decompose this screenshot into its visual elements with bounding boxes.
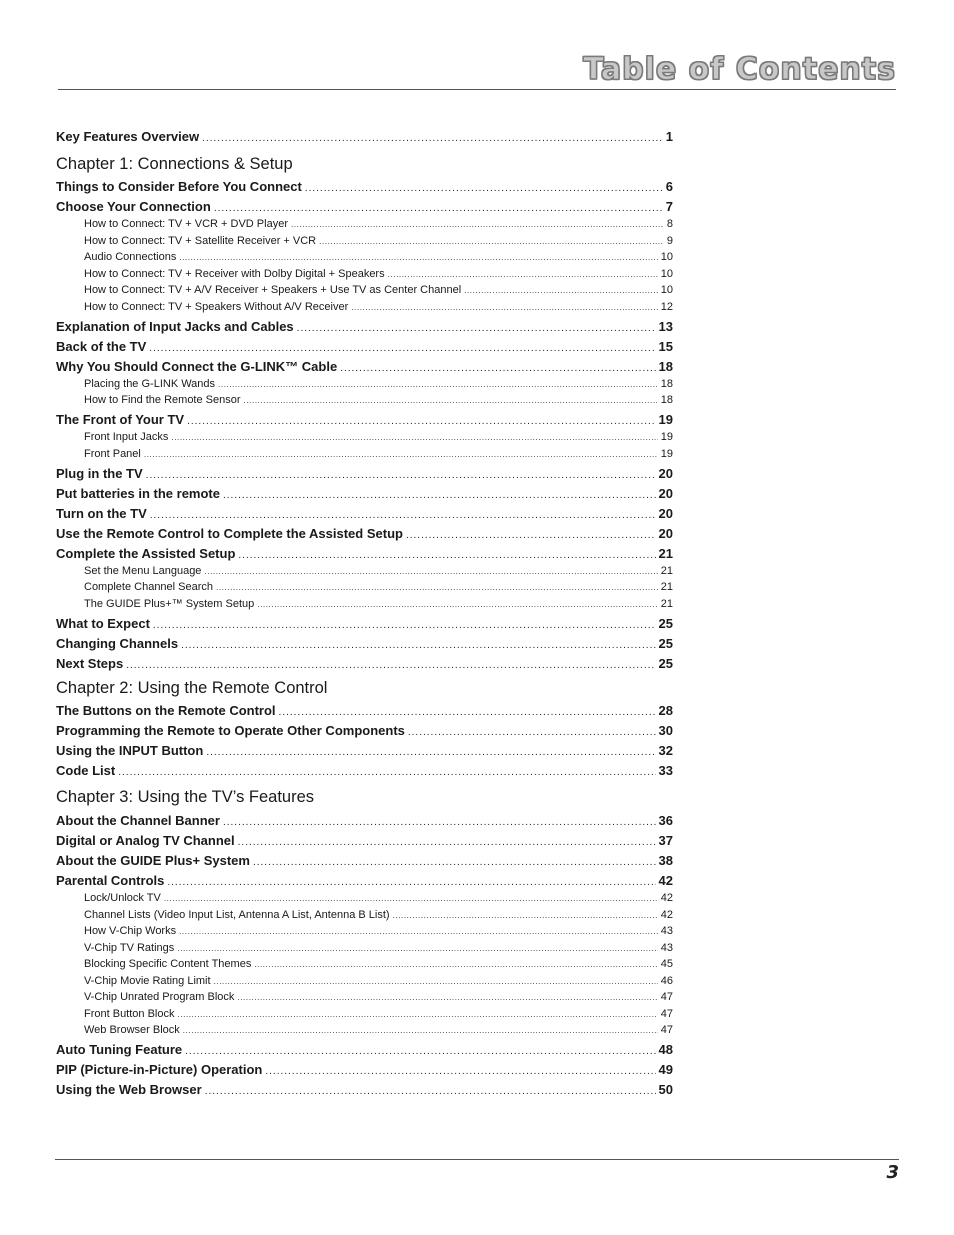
dot-leader xyxy=(393,911,658,920)
toc-entry[interactable] xyxy=(56,636,673,651)
dot-leader xyxy=(205,1086,656,1097)
toc-entry-label: Parental Controls xyxy=(56,873,165,888)
toc-entry[interactable] xyxy=(56,763,673,778)
dot-leader xyxy=(388,270,658,279)
toc-entry[interactable] xyxy=(56,1042,673,1057)
dot-leader xyxy=(218,380,658,389)
toc-entry-page: 19 xyxy=(658,412,673,427)
toc-entry-page: 30 xyxy=(658,723,673,738)
toc-entry-label: V-Chip Movie Rating Limit xyxy=(84,974,211,987)
toc-entry-label: How to Connect: TV + A/V Receiver + Speakers + Use TV as Center Channel xyxy=(84,284,462,296)
dot-leader xyxy=(126,660,655,671)
toc-entry-page: 45 xyxy=(660,958,673,970)
toc-entry[interactable] xyxy=(84,448,673,460)
toc-entry-label: About the GUIDE Plus+ System xyxy=(56,853,250,868)
toc-entry-label: How to Connect: TV + Satellite Receiver + VCR xyxy=(84,234,317,247)
toc-entry-label: Use the Remote Control to Complete the Assisted Setup xyxy=(56,525,403,541)
toc-entry-page: 43 xyxy=(660,925,673,937)
dot-leader xyxy=(118,767,655,778)
toc-entry-label: Web Browser Block xyxy=(84,1024,180,1036)
dot-leader xyxy=(144,450,658,459)
dot-leader xyxy=(305,183,663,194)
toc-entry-page: 13 xyxy=(658,318,673,334)
toc-entry-label: How V-Chip Works xyxy=(84,925,177,937)
toc-entry-page: 42 xyxy=(660,892,673,904)
dot-leader xyxy=(167,877,655,888)
toc-entry-label: Channel Lists (Video Input List, Antenna A List, Antenna B List) xyxy=(84,908,390,921)
toc-entry-label: V-Chip TV Ratings xyxy=(84,941,175,954)
dot-leader xyxy=(177,944,657,953)
toc-entry-label: About the Channel Banner xyxy=(56,813,220,828)
toc-entry-page: 46 xyxy=(660,974,673,987)
toc-entry-label: The GUIDE Plus+™ System Setup xyxy=(84,597,255,610)
dot-leader xyxy=(204,567,657,576)
toc-entry[interactable] xyxy=(84,598,673,610)
toc-entry-page: 21 xyxy=(660,581,673,593)
chapter-2-heading: Chapter 2: Using the Remote Control xyxy=(56,679,328,697)
toc-entry-page: 20 xyxy=(658,525,673,541)
toc-entry[interactable] xyxy=(56,743,673,758)
toc-entry-label: Set the Menu Language xyxy=(84,564,202,577)
dot-leader xyxy=(340,363,655,374)
dot-leader xyxy=(150,510,656,521)
dot-leader xyxy=(223,490,656,501)
toc-entry-page: 49 xyxy=(658,1062,673,1077)
toc-entry-page: 18 xyxy=(658,358,673,374)
toc-entry-label: Front Panel xyxy=(84,447,141,460)
toc-entry-label: V-Chip Unrated Program Block xyxy=(84,991,235,1003)
toc-entry-label: Using the Web Browser xyxy=(56,1082,202,1097)
toc-entry[interactable] xyxy=(56,703,673,718)
dot-leader xyxy=(216,583,658,592)
toc-entry-label: PIP (Picture-in-Picture) Operation xyxy=(56,1062,263,1077)
toc-entry-page: 19 xyxy=(660,431,673,443)
toc-entry-page: 36 xyxy=(658,813,673,828)
toc-entry-page: 21 xyxy=(658,545,673,561)
toc-entry-page: 15 xyxy=(658,338,673,354)
toc-entry-page: 8 xyxy=(666,218,673,230)
dot-leader xyxy=(265,1066,655,1077)
dot-leader xyxy=(464,286,658,295)
toc-entry[interactable] xyxy=(56,656,673,671)
toc-entry-label: Plug in the TV xyxy=(56,465,143,481)
toc-entry-page: 10 xyxy=(660,251,673,263)
toc-entry[interactable] xyxy=(56,833,673,848)
toc-entry-label: Next Steps xyxy=(56,655,124,671)
header-rule xyxy=(58,89,896,90)
dot-leader xyxy=(185,1046,655,1057)
dot-leader xyxy=(178,1010,658,1019)
toc-entry[interactable] xyxy=(84,565,673,577)
toc-entry-label: Blocking Specific Content Themes xyxy=(84,958,252,970)
toc-entry[interactable] xyxy=(56,339,673,354)
toc-entry[interactable] xyxy=(84,925,673,937)
page-title: Table of Contents xyxy=(583,52,896,87)
toc-entry-label: Turn on the TV xyxy=(56,505,147,521)
toc-entry-page: 37 xyxy=(658,833,673,848)
toc-entry[interactable] xyxy=(56,853,673,868)
toc-entry[interactable] xyxy=(56,179,673,194)
toc-entry[interactable] xyxy=(56,616,673,631)
dot-leader xyxy=(257,600,657,609)
toc-entry[interactable] xyxy=(84,251,673,263)
toc-entry-page: 47 xyxy=(660,1007,673,1020)
dot-leader xyxy=(179,253,657,262)
toc-entry-label: Changing Channels xyxy=(56,635,179,651)
toc-entry-label: The Front of Your TV xyxy=(56,412,185,427)
footer-rule xyxy=(55,1159,899,1160)
toc-entry-label: How to Connect: TV + VCR + DVD Player xyxy=(84,218,288,230)
dot-leader xyxy=(149,343,655,354)
toc-entry-page: 42 xyxy=(660,908,673,921)
toc-entry[interactable] xyxy=(56,813,673,828)
toc-entry[interactable] xyxy=(84,218,673,230)
toc-entry-page: 28 xyxy=(658,703,673,718)
toc-entry[interactable] xyxy=(84,284,673,296)
dot-leader xyxy=(254,960,657,969)
toc-entry-label: How to Connect: TV + Receiver with Dolby Digital + Speakers xyxy=(84,267,385,280)
toc-entry-label: Digital or Analog TV Channel xyxy=(56,833,235,848)
toc-entry[interactable] xyxy=(56,486,673,501)
toc-entry-page: 33 xyxy=(658,763,673,778)
toc-entry-label: Using the INPUT Button xyxy=(56,743,204,758)
dot-leader xyxy=(237,993,657,1002)
toc-entry-label: Code List xyxy=(56,763,116,778)
toc-entry-page: 18 xyxy=(660,377,673,390)
toc-entry-label: Programming the Remote to Operate Other Components xyxy=(56,723,405,738)
dot-leader xyxy=(223,817,656,828)
dot-leader xyxy=(253,857,656,868)
toc-entry[interactable] xyxy=(56,1062,673,1077)
toc-entry[interactable] xyxy=(84,378,673,390)
toc-entry[interactable] xyxy=(56,199,673,214)
toc-entry-page: 10 xyxy=(660,284,673,296)
toc-entry[interactable] xyxy=(56,412,673,427)
toc-entry-label: Auto Tuning Feature xyxy=(56,1042,183,1057)
toc-entry-label: Lock/Unlock TV xyxy=(84,892,161,904)
toc-entry-key-features[interactable] xyxy=(56,129,673,144)
toc-entry-label: Placing the G-LINK Wands xyxy=(84,377,216,390)
chapter-1-heading: Chapter 1: Connections & Setup xyxy=(56,155,293,173)
dot-leader xyxy=(146,470,656,481)
toc-entry-page: 32 xyxy=(658,743,673,758)
toc-entry-label: Explanation of Input Jacks and Cables xyxy=(56,318,294,334)
toc-entry-label: Complete the Assisted Setup xyxy=(56,545,236,561)
toc-entry[interactable] xyxy=(56,723,673,738)
toc-entry-label: Why You Should Connect the G-LINK™ Cable xyxy=(56,358,338,374)
toc-entry[interactable] xyxy=(84,1008,673,1020)
toc-entry-page: 10 xyxy=(660,267,673,280)
dot-leader xyxy=(408,727,656,738)
toc-entry-page: 42 xyxy=(658,873,673,888)
dot-leader xyxy=(406,530,656,541)
toc-entry-page: 50 xyxy=(658,1082,673,1097)
toc-entry-label: Front Button Block xyxy=(84,1007,175,1020)
toc-entry[interactable] xyxy=(56,466,673,481)
toc-entry-label: Audio Connections xyxy=(84,251,177,263)
toc-entry[interactable] xyxy=(84,431,673,443)
toc-entry[interactable] xyxy=(56,546,673,561)
toc-entry-label: Complete Channel Search xyxy=(84,581,214,593)
toc-entry[interactable] xyxy=(84,1024,673,1036)
toc-entry-page: 38 xyxy=(658,853,673,868)
dot-leader xyxy=(153,620,656,631)
toc-entry-page: 9 xyxy=(666,234,673,247)
toc-entry-page: 20 xyxy=(658,485,673,501)
toc-entry-page: 25 xyxy=(658,655,673,671)
toc-entry-label: Choose Your Connection xyxy=(56,199,211,214)
toc-entry-page: 6 xyxy=(665,179,673,194)
toc-entry-page: 21 xyxy=(660,564,673,577)
dot-leader xyxy=(351,303,658,312)
dot-leader xyxy=(244,396,658,405)
toc-entry-label: Key Features Overview xyxy=(56,129,200,144)
toc-entry-page: 20 xyxy=(658,465,673,481)
page-number: 3 xyxy=(886,1162,899,1183)
toc-entry[interactable] xyxy=(56,359,673,374)
toc-entry[interactable] xyxy=(56,506,673,521)
toc-entry-label: How to Connect: TV + Speakers Without A/V Receiver xyxy=(84,300,349,313)
toc-entry[interactable] xyxy=(56,526,673,541)
toc-entry-page: 25 xyxy=(658,635,673,651)
toc-entry-page: 18 xyxy=(660,394,673,406)
dot-leader xyxy=(206,747,655,758)
toc-entry-label: Things to Consider Before You Connect xyxy=(56,179,302,194)
toc-entry[interactable] xyxy=(84,975,673,987)
toc-entry[interactable] xyxy=(84,991,673,1003)
chapter-3-heading: Chapter 3: Using the TV’s Features xyxy=(56,788,315,806)
toc-entry-label: Front Input Jacks xyxy=(84,431,169,443)
toc-entry-page: 20 xyxy=(658,505,673,521)
toc-entry[interactable] xyxy=(84,268,673,280)
dot-leader xyxy=(238,550,655,561)
toc-entry[interactable] xyxy=(56,1082,673,1097)
toc-entry-page: 47 xyxy=(660,1024,673,1036)
toc-entry[interactable] xyxy=(84,909,673,921)
dot-leader xyxy=(164,894,658,903)
toc-entry-label: The Buttons on the Remote Control xyxy=(56,703,276,718)
dot-leader xyxy=(297,323,656,334)
toc-entry[interactable] xyxy=(84,301,673,313)
dot-leader xyxy=(179,927,658,936)
dot-leader xyxy=(279,707,656,718)
toc-entry-label: How to Find the Remote Sensor xyxy=(84,394,241,406)
toc-entry-page: 19 xyxy=(660,447,673,460)
toc-entry-label: What to Expect xyxy=(56,615,150,631)
toc-entry-page: 12 xyxy=(660,300,673,313)
toc-entry-page: 7 xyxy=(665,199,673,214)
toc-entry[interactable] xyxy=(84,892,673,904)
toc-entry[interactable] xyxy=(56,873,673,888)
toc-entry[interactable] xyxy=(56,319,673,334)
dot-leader xyxy=(187,416,655,427)
dot-leader xyxy=(171,433,657,442)
dot-leader xyxy=(238,837,656,848)
toc-entry[interactable] xyxy=(84,942,673,954)
dot-leader xyxy=(214,203,663,214)
dot-leader xyxy=(319,237,664,246)
dot-leader xyxy=(181,640,655,651)
dot-leader xyxy=(183,1026,658,1035)
toc-entry-page: 21 xyxy=(660,597,673,610)
toc-entry-page: 47 xyxy=(660,991,673,1003)
toc-entry[interactable] xyxy=(84,958,673,970)
toc-entry-page: 48 xyxy=(658,1042,673,1057)
dot-leader xyxy=(214,977,658,986)
toc-entry-page: 25 xyxy=(658,615,673,631)
toc-entry[interactable] xyxy=(84,394,673,406)
toc-entry-page: 1 xyxy=(665,129,673,144)
toc-entry-label: Back of the TV xyxy=(56,338,147,354)
dot-leader xyxy=(202,133,663,144)
toc-entry[interactable] xyxy=(84,581,673,593)
toc-entry-page: 43 xyxy=(660,941,673,954)
toc-entry[interactable] xyxy=(84,235,673,247)
toc-entry-label: Put batteries in the remote xyxy=(56,485,220,501)
dot-leader xyxy=(291,220,664,229)
